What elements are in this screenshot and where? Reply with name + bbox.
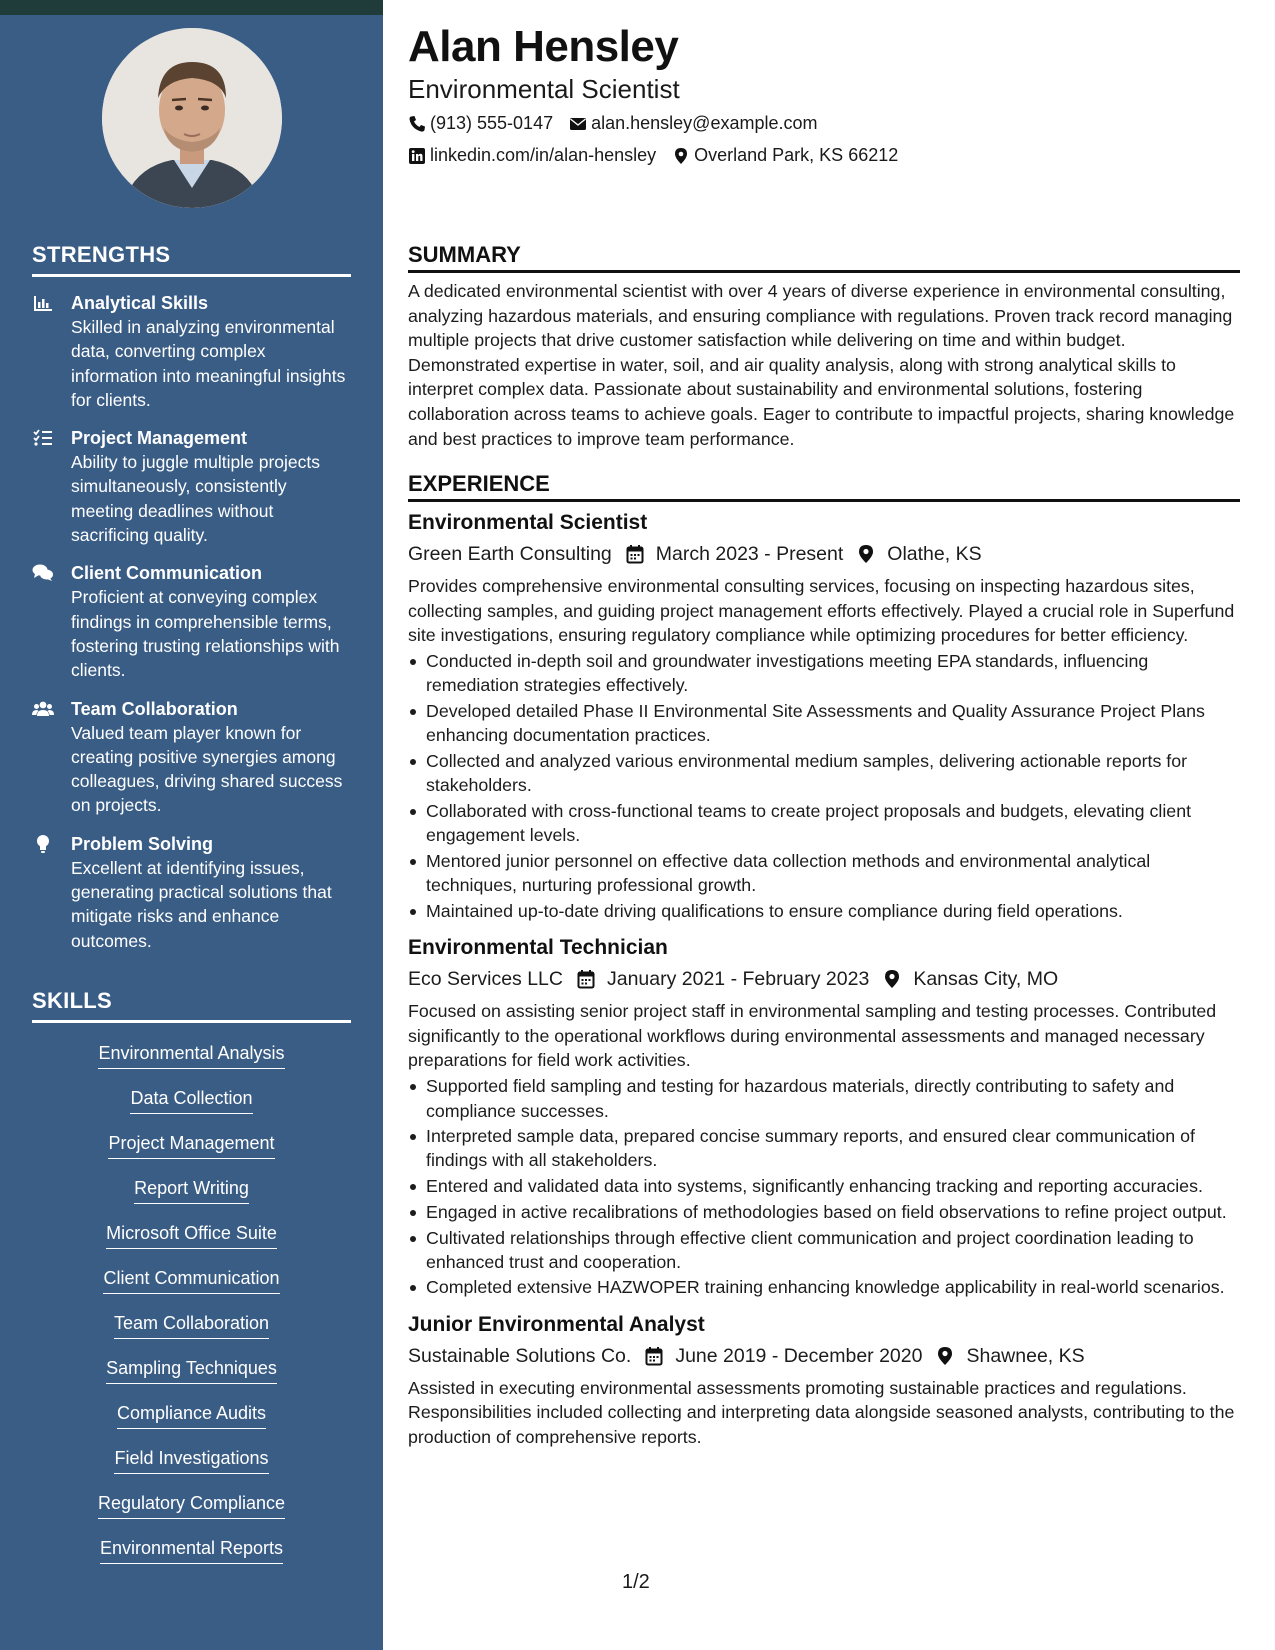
experience-section <box>408 471 1240 1449</box>
calendar-icon <box>645 1346 663 1366</box>
job-title: Environmental Scientist <box>408 511 648 534</box>
email-contact[interactable] <box>569 113 817 134</box>
skill-item: Environmental Analysis <box>98 1041 284 1069</box>
contact-row <box>408 145 914 166</box>
phone-text: (913) 555-0147 <box>430 113 554 133</box>
strength-desc: Proficient at conveying complex findings in comprehensible terms, fostering trusting relationships with clients. <box>71 587 340 681</box>
job-bullet: Conducted in-depth soil and groundwater investigations meeting EPA standards, influencing remediation strategies effectively. <box>408 649 1240 697</box>
location-contact <box>672 145 898 166</box>
company-name: Green Earth Consulting <box>408 543 612 565</box>
location-text: Overland Park, KS 66212 <box>694 145 899 165</box>
summary-text: A dedicated environmental scientist with over 4 years of diverse experience in environmental consulting, analyzing hazardous materials, and ensuring compliance with regulations. Proven track record managing multiple projects that drive customer satisfaction while delivering on time and within budget. Demonstrated expertise in water, soil, and air quality analysis, along with strong analytical skills to interpret complex data. Passionate about sustainability and environmental solutions, fostering collaboration across teams to achieve goals. Eager to contribute to impactful projects, sharing knowledge and best practices to improve team performance. <box>408 281 1235 449</box>
job-entry <box>408 508 1240 923</box>
job-description: Assisted in executing environmental assessments promoting sustainable practices and regulations. Responsibilities included collecting and interpreting data alongside seasoned analysts, contributing to the production of comprehensive reports. <box>408 1377 1235 1447</box>
calendar-icon <box>577 969 595 989</box>
lightbulb-icon <box>32 834 54 854</box>
strength-title: Client Communication <box>71 563 263 584</box>
skill-item: Environmental Reports <box>100 1536 283 1564</box>
calendar-icon <box>626 544 644 564</box>
candidate-role: Environmental Scientist <box>408 74 680 104</box>
strength-desc: Valued team player known for creating positive synergies among colleagues, driving shared success on projects. <box>71 722 343 816</box>
summary-section <box>408 242 1240 451</box>
linkedin-text[interactable]: linkedin.com/in/alan-hensley <box>430 145 657 165</box>
skill-item: Microsoft Office Suite <box>106 1221 277 1249</box>
strength-title: Project Management <box>71 428 248 449</box>
job-entry <box>408 1310 1240 1450</box>
job-bullet: Maintained up-to-date driving qualifications to ensure compliance during field operations. <box>408 899 1240 923</box>
envelope-icon <box>569 115 587 133</box>
phone-icon <box>408 115 426 133</box>
strength-desc: Excellent at identifying issues, generating practical solutions that mitigate risks and enhance outcomes. <box>71 857 332 951</box>
strength-item <box>32 561 351 682</box>
job-bullet: Developed detailed Phase II Environmental Site Assessments and Quality Assurance Project Plans enhancing documentation practices. <box>408 699 1240 747</box>
job-title: Junior Environmental Analyst <box>408 1312 705 1336</box>
skill-item: Report Writing <box>134 1176 249 1204</box>
skill-item: Project Management <box>108 1131 274 1159</box>
bar-chart-icon <box>32 293 54 313</box>
job-description: Focused on assisting senior project staff in environmental sampling and testing processes. Contributed significantly to the operational workflows during environmental assessments and managed necessary preparations for field work activities. <box>408 1001 1217 1071</box>
job-bullet: Engaged in active recalibrations of methodologies based on field observations to refine project output. <box>408 1200 1240 1224</box>
job-entry <box>408 933 1240 1300</box>
comments-icon <box>32 563 54 583</box>
candidate-name: Alan Hensley <box>408 22 679 71</box>
strength-desc: Ability to juggle multiple projects simultaneously, consistently meeting deadlines without sacrificing quality. <box>71 452 321 546</box>
map-pin-icon <box>672 147 690 165</box>
profile-photo <box>102 28 282 208</box>
phone-contact <box>408 113 553 134</box>
job-bullet: Entered and validated data into systems, significantly enhancing tracking and reporting accuracies. <box>408 1174 1240 1198</box>
job-bullets <box>408 1074 1240 1299</box>
experience-heading: EXPERIENCE <box>408 471 1240 502</box>
job-bullet: Interpreted sample data, prepared concise summary reports, and ensured clear communication of findings with all stakeholders. <box>408 1124 1240 1172</box>
email-text[interactable]: alan.hensley@example.com <box>591 113 818 133</box>
strengths-section <box>32 242 351 953</box>
job-bullet: Completed extensive HAZWOPER training enhancing knowledge applicability in real-world scenarios. <box>408 1275 1240 1299</box>
job-title: Environmental Technician <box>408 936 668 960</box>
strengths-heading: STRENGTHS <box>32 242 351 277</box>
skill-item: Client Communication <box>103 1266 279 1294</box>
job-bullet: Collected and analyzed various environmental medium samples, delivering actionable reports for stakeholders. <box>408 749 1240 797</box>
skill-item: Team Collaboration <box>114 1311 269 1339</box>
job-dates: June 2019 - December 2020 <box>675 1344 923 1367</box>
skill-item: Regulatory Compliance <box>98 1491 285 1519</box>
company-name: Eco Services LLC <box>408 968 563 991</box>
skill-item: Data Collection <box>130 1086 252 1114</box>
job-bullet: Mentored junior personnel on effective data collection methods and environmental analytical techniques, nurturing professional growth. <box>408 849 1240 897</box>
job-location: Kansas City, MO <box>913 968 1059 991</box>
job-meta <box>408 1340 1240 1372</box>
job-bullet: Supported field sampling and testing for hazardous materials, directly contributing to safety and compliance successes. <box>408 1074 1240 1122</box>
skill-item: Compliance Audits <box>117 1401 266 1429</box>
skill-item: Field Investigations <box>114 1446 268 1474</box>
skill-list <box>32 1041 351 1581</box>
checklist-icon <box>32 428 54 448</box>
strength-title: Team Collaboration <box>71 698 238 719</box>
users-icon <box>32 699 54 719</box>
skills-heading: SKILLS <box>32 988 351 1023</box>
job-bullets <box>408 649 1240 923</box>
job-meta <box>408 538 1240 570</box>
job-description: Provides comprehensive environmental consulting services, focusing on inspecting hazardous sites, collecting samples, and guiding project management efforts effectively. Played a crucial role in Superfund site investigations, ensuring regulatory compliance while optimizing procedures for better efficiency. <box>408 576 1235 646</box>
map-pin-icon <box>883 969 901 989</box>
strength-item <box>32 832 351 953</box>
page-number: 1/2 <box>622 1571 650 1593</box>
strength-item <box>32 291 351 412</box>
job-meta <box>408 963 1240 995</box>
skills-section <box>32 988 351 1581</box>
job-dates: January 2021 - February 2023 <box>606 968 870 991</box>
sidebar-top-bar <box>0 0 383 15</box>
job-location: Olathe, KS <box>887 543 982 565</box>
strength-title: Analytical Skills <box>71 293 209 313</box>
strength-desc: Skilled in analyzing environmental data, converting complex information into meaningful insights for clients. <box>71 317 346 410</box>
linkedin-contact[interactable] <box>408 145 656 166</box>
job-bullet: Collaborated with cross-functional teams to create project proposals and budgets, elevating client engagement levels. <box>408 799 1240 847</box>
contact-row <box>408 113 833 134</box>
job-location: Shawnee, KS <box>966 1344 1085 1367</box>
linkedin-icon <box>408 147 426 165</box>
sidebar <box>0 0 383 1650</box>
job-dates: March 2023 - Present <box>655 543 844 565</box>
map-pin-icon <box>936 1346 954 1366</box>
company-name: Sustainable Solutions Co. <box>408 1344 632 1367</box>
map-pin-icon <box>857 544 875 564</box>
summary-heading: SUMMARY <box>408 242 1240 273</box>
strength-item <box>32 426 351 547</box>
strength-title: Problem Solving <box>71 833 214 854</box>
skill-item: Sampling Techniques <box>106 1356 277 1384</box>
job-bullet: Cultivated relationships through effective client communication and project coordination leading to enhanced trust and cooperation. <box>408 1226 1240 1274</box>
strength-item <box>32 697 351 818</box>
